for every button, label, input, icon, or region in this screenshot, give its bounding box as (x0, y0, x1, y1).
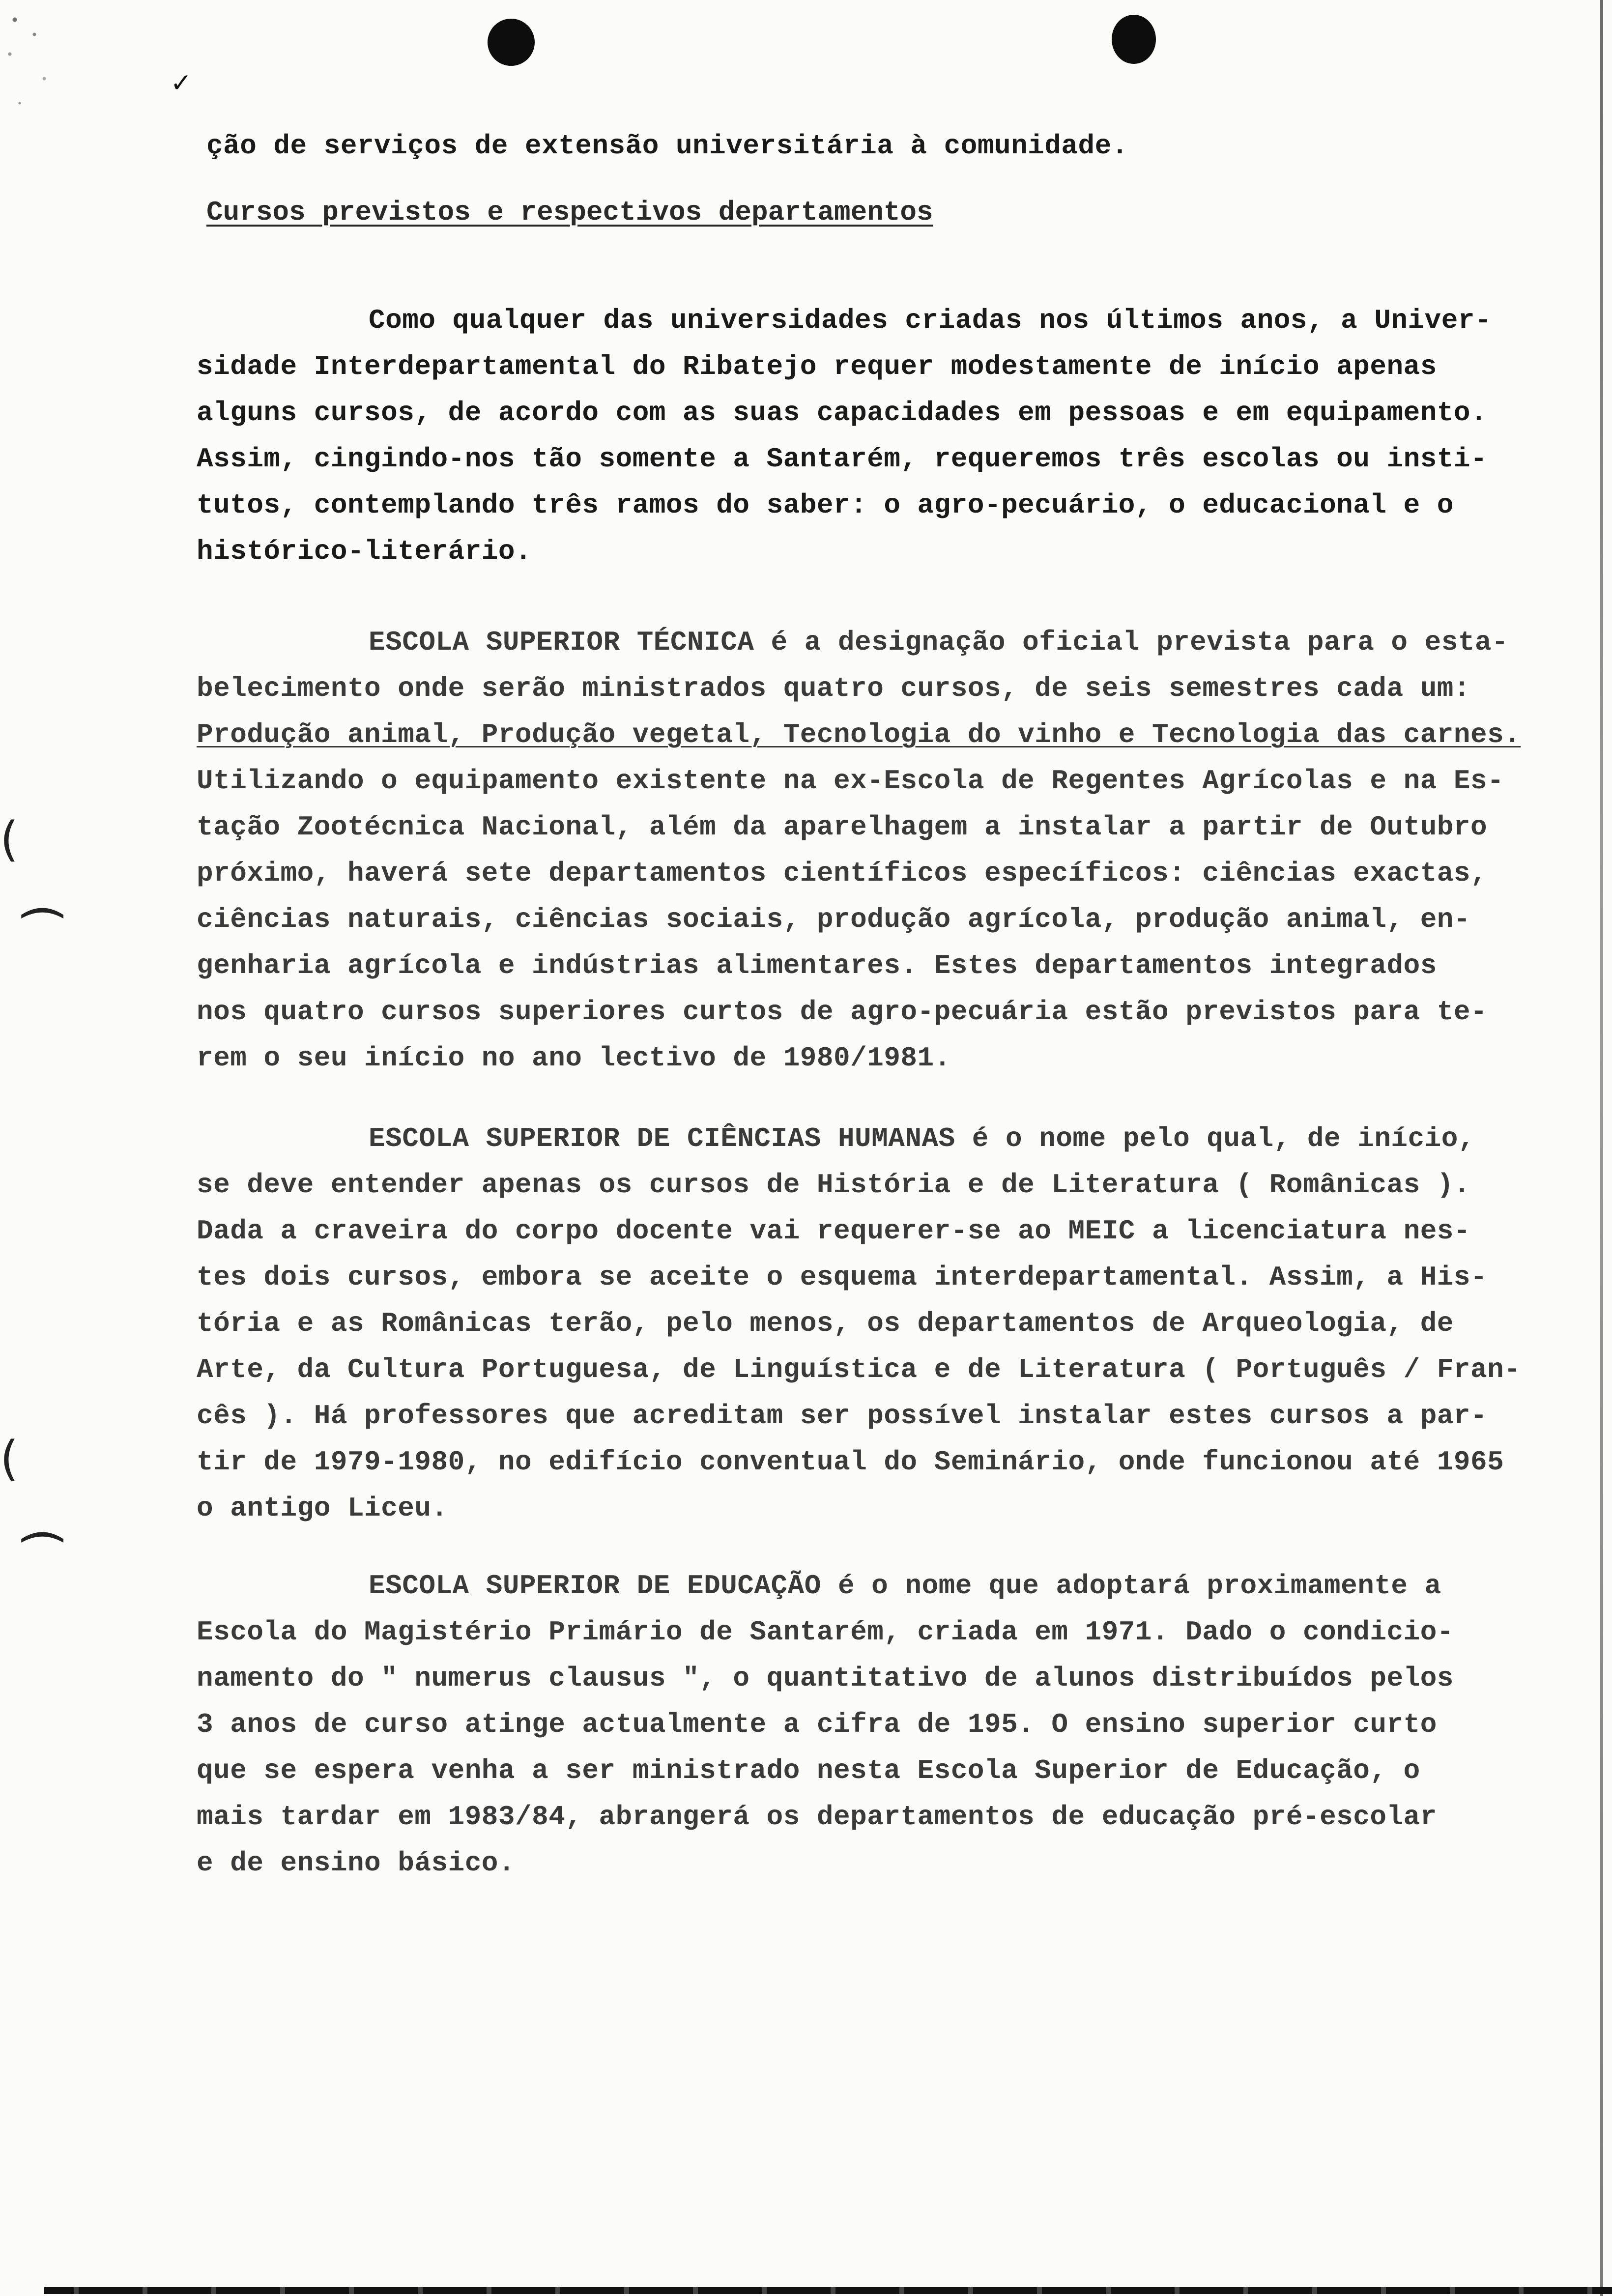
margin-bracket-mark: ( (16, 904, 71, 922)
paragraph-line: tes dois cursos, embora se aceite o esquema interdepartamental. Assim, a His- (197, 1262, 1488, 1293)
tick-mark: ✓ (172, 68, 190, 101)
paragraph-line: ESCOLA SUPERIOR DE CIÊNCIAS HUMANAS é o nome pelo qual, de início, (369, 1123, 1475, 1154)
paragraph-line: sidade Interdepartamental do Ribatejo requer modestamente de início apenas (197, 351, 1437, 382)
paragraph-line: tação Zootécnica Nacional, além da aparelhagem a instalar a partir de Outubro (197, 811, 1488, 843)
paragraph-1 (197, 297, 1504, 574)
paragraph-line: Dada a craveira do corpo docente vai requerer-se ao MEIC a licenciatura nes- (197, 1215, 1471, 1247)
paragraph-4 (197, 1563, 1504, 1886)
punch-hole-left (488, 19, 535, 66)
section-heading: Cursos previstos e respectivos departamentos (206, 197, 933, 228)
paragraph-line: histórico-literário. (197, 536, 532, 567)
paragraph-line: tória e as Românicas terão, pelo menos, os departamentos de Arqueologia, de (197, 1308, 1454, 1339)
continuation-line: ção de serviços de extensão universitária à comunidade. (206, 130, 1128, 162)
paragraph-line: Assim, cingindo-nos tão somente a Santarém, requeremos três escolas ou insti- (197, 443, 1488, 475)
paragraph-line: se deve entender apenas os cursos de História e de Literatura ( Românicas ). (197, 1169, 1471, 1201)
scan-edge-bottom (44, 2287, 1612, 2294)
paragraph-line: Como qualquer das universidades criadas nos últimos anos, a Univer- (369, 305, 1492, 336)
paragraph-line: mais tardar em 1983/84, abrangerá os departamentos de educação pré-escolar (197, 1801, 1437, 1833)
paragraph-line: ciências naturais, ciências sociais, produção agrícola, produção animal, en- (197, 904, 1471, 935)
paragraph-2 (197, 619, 1521, 1081)
paragraph-line: alguns cursos, de acordo com as suas capacidades em pessoas e em equipamento. (197, 397, 1488, 429)
paragraph-line: nos quatro cursos superiores curtos de agro-pecuária estão previstos para te- (197, 996, 1488, 1028)
scan-speckle-corner (0, 0, 59, 128)
paragraph-line: tutos, contemplando três ramos do saber: o agro-pecuário, o educacional e o (197, 489, 1454, 521)
paragraph-line: cês ). Há professores que acreditam ser possível instalar estes cursos a par- (197, 1400, 1488, 1432)
paragraph-line: belecimento onde serão ministrados quatro cursos, de seis semestres cada um: (197, 673, 1471, 704)
paragraph-line: rem o seu início no ano lectivo de 1980/1981. (197, 1042, 951, 1074)
paragraph-line: ESCOLA SUPERIOR DE EDUCAÇÃO é o nome que adoptará proximamente a (369, 1570, 1441, 1602)
paragraph-line: genharia agrícola e indústrias alimentares. Estes departamentos integrados (197, 950, 1437, 981)
paragraph-line: namento do " numerus clausus ", o quantitativo de alunos distribuídos pelos (197, 1663, 1454, 1694)
margin-bracket-mark: ( (0, 812, 19, 867)
margin-bracket-mark: ( (16, 1528, 71, 1547)
paragraph-line: Utilizando o equipamento existente na ex-Escola de Regentes Agrícolas e na Es- (197, 765, 1504, 797)
paragraph-line: ESCOLA SUPERIOR TÉCNICA é a designação oficial prevista para o esta- (369, 627, 1509, 658)
paragraph-line: Arte, da Cultura Portuguesa, de Linguística e de Literatura ( Português / Fran- (197, 1354, 1521, 1385)
paragraph-line: 3 anos de curso atinge actualmente a cifra de 195. O ensino superior curto (197, 1709, 1437, 1740)
paragraph-3 (197, 1116, 1521, 1531)
scan-edge-right (1600, 0, 1603, 2296)
paragraph-line: o antigo Liceu. (197, 1492, 448, 1524)
paragraph-line: que se espera venha a ser ministrado nesta Escola Superior de Educação, o (197, 1755, 1420, 1786)
margin-bracket-mark: ( (0, 1431, 19, 1486)
paragraph-line: tir de 1979-1980, no edifício conventual do Seminário, onde funcionou até 1965 (197, 1446, 1504, 1478)
paragraph-line: Escola do Magistério Primário de Santarém, criada em 1971. Dado o condicio- (197, 1616, 1454, 1648)
paragraph-line: e de ensino básico. (197, 1847, 516, 1879)
paragraph-line: próximo, haverá sete departamentos científicos específicos: ciências exactas, (197, 858, 1488, 889)
punch-hole-right (1112, 15, 1156, 64)
paragraph-line-courses: Produção animal, Produção vegetal, Tecnologia do vinho e Tecnologia das carnes. (197, 719, 1521, 750)
